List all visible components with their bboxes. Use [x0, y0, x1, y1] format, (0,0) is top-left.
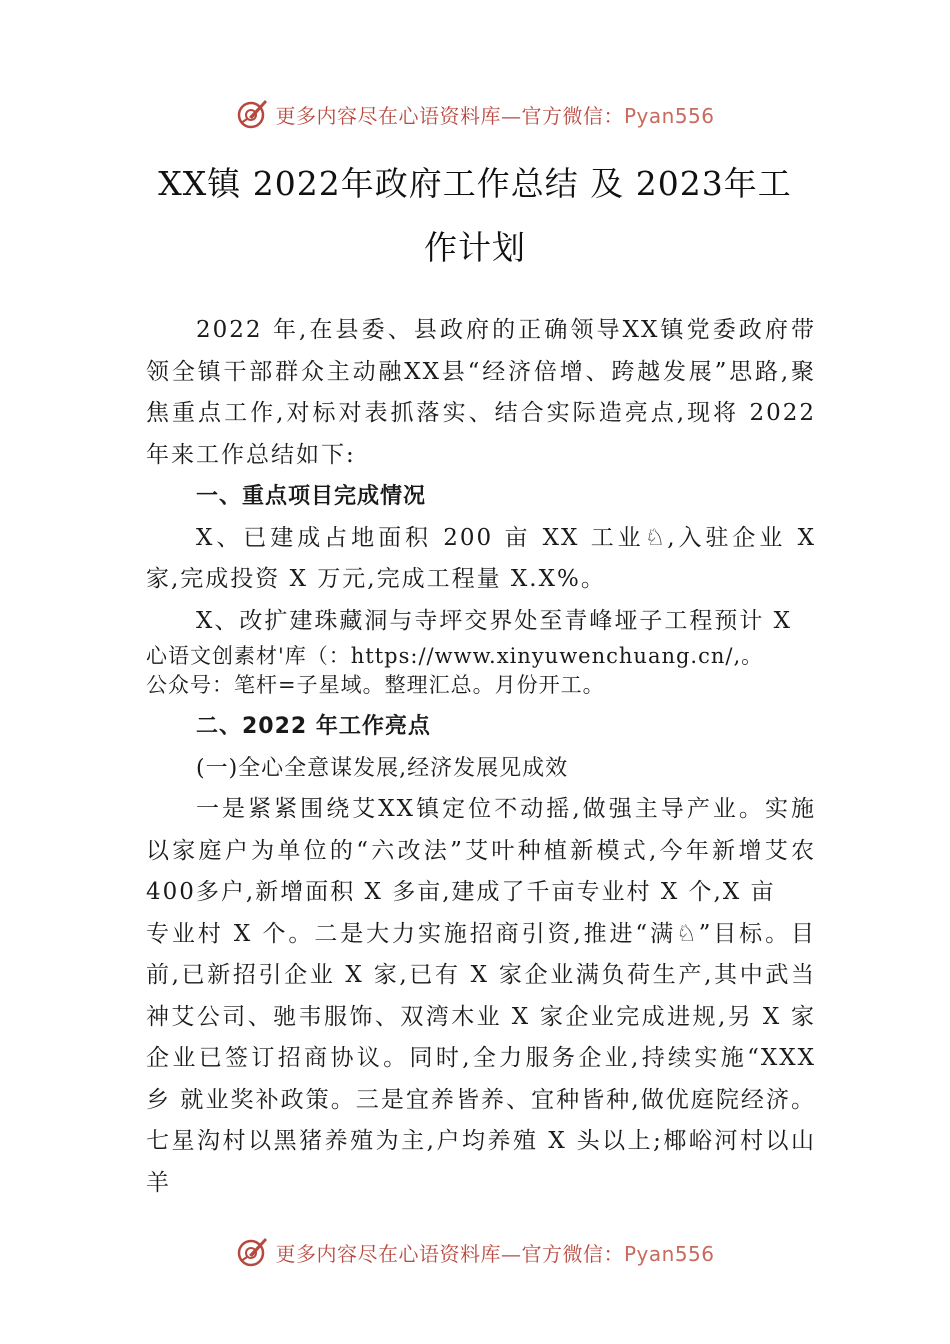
section-heading-2: 二、2022 年工作亮点	[196, 714, 431, 739]
quill-logo-icon	[235, 97, 269, 131]
banner-wechat-id: Pyan556	[623, 1241, 715, 1266]
intro-paragraph: 2022 年,在县委、县政府的正确领导XX镇党委政府带领全镇干部群众主动融XX县“经济倍增、跨越发展”思路,聚焦重点工作,对标对表抓落实、结合实际造亮点,现将 2022 年来工作总结如下:	[146, 317, 816, 468]
watermark-note-1: 心语文创素材'库（：https://www.xinyuwenchuang.cn/,。	[146, 644, 764, 668]
subsection-heading-1: (一)全心全意谋发展,经济发展见成效	[196, 755, 569, 781]
document-title	[140, 152, 810, 280]
project-item-2: X、改扩建珠藏洞与寺坪交界处至青峰垭子工程预计 X	[196, 607, 793, 634]
banner-text: 更多内容尽在心语资料库—官方微信：Pyan556	[275, 1241, 715, 1266]
watermark-note-2: 公众号：笔杆=子星域。整理汇总。月份开工。	[146, 673, 605, 697]
quill-logo-icon	[235, 1235, 269, 1269]
project-item-1: X、已建成占地面积 200 亩 XX 工业♘,入驻企业 X 家,完成投资 X 万元,完成工程量 X.X%。	[146, 524, 816, 592]
banner-wechat-id: Pyan556	[623, 103, 715, 128]
section-heading-1: 一、重点项目完成情况	[196, 484, 427, 509]
title-line-2: 作计划	[424, 228, 526, 267]
development-paragraph-part-2: 专业村 X 个。二是大力实施招商引资,推进“满♘”目标。目前,已新招引企业 X 家,已有 X 家企业满负荷生产,其中武当神艾公司、驰韦服饰、双湾木业 X 家企业完成进规,另 X 家企业已签订招商协议。同时,全力服务企业,持续实施“XXX 乡 就业奖补政策。三是宜养皆养、宜种皆种,做优庭院经济。七星沟村以黑猪养殖为主,户均养殖 X 头以上;椰峪河村以山羊	[146, 920, 816, 1196]
header-banner	[0, 94, 950, 134]
development-paragraph-part-1: 一是紧紧围绕艾XX镇定位不动摇,做强主导产业。实施以家庭户为单位的“六改法”艾叶种植新模式,今年新增艾农400多户,新增面积 X 多亩,建成了千亩专业村 X 个,X 亩	[146, 796, 816, 905]
footer-banner	[0, 1232, 950, 1272]
title-line-1: XX镇 2022年政府工作总结 及 2023年工	[158, 164, 792, 203]
document-body	[146, 310, 816, 1204]
banner-text: 更多内容尽在心语资料库—官方微信：Pyan556	[275, 103, 715, 128]
